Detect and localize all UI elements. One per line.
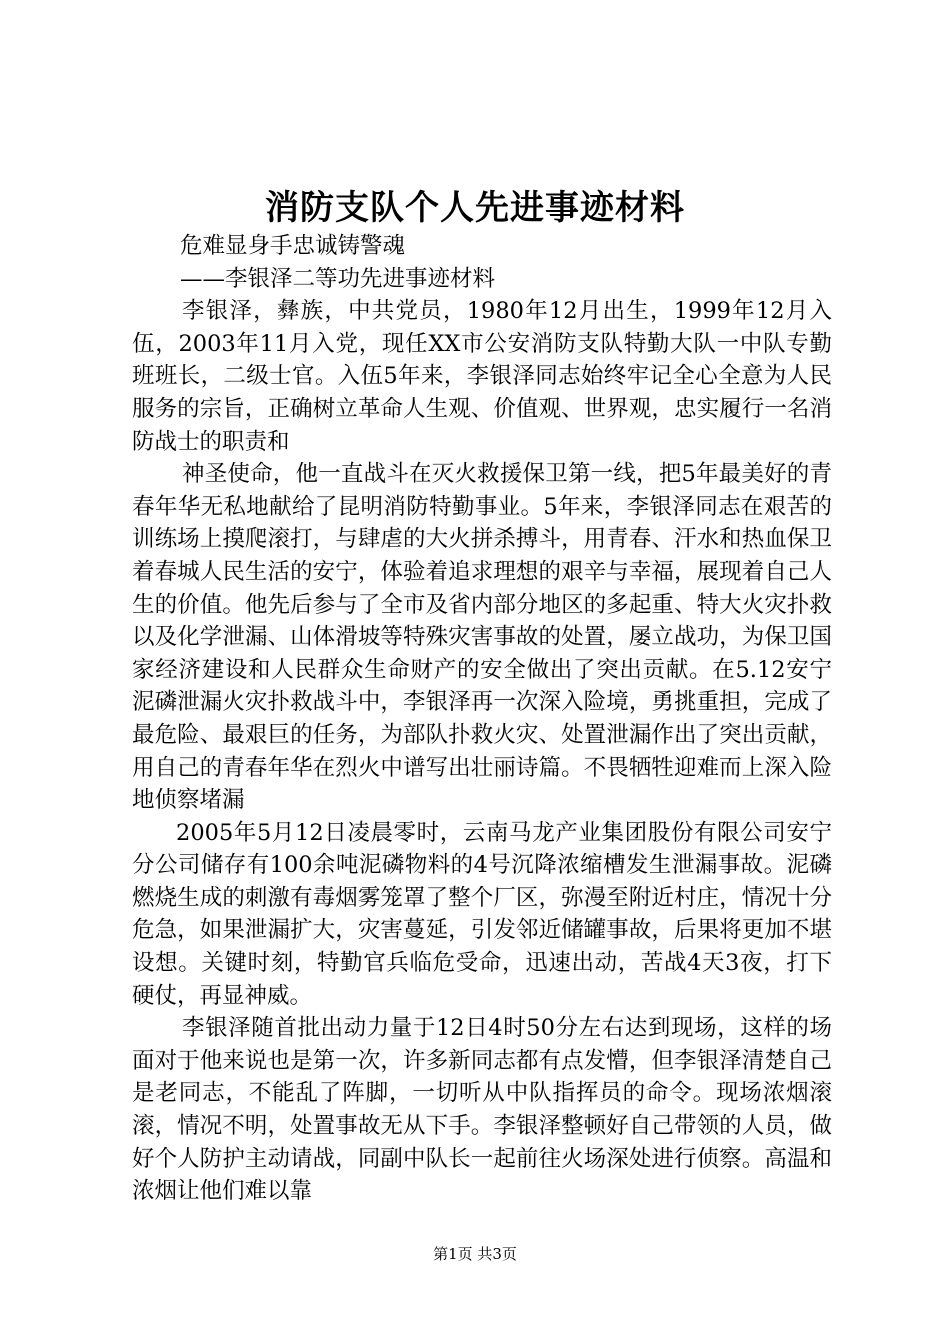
- paragraph-3: 2005年5月12日凌晨零时，云南马龙产业集团股份有限公司安宁分公司储存有100余吨泥磷物料的4号沉降浓缩槽发生泄漏事故。泥磷燃烧生成的刺激有毒烟雾笼罩了整个厂区，弥漫至附近村庄，情况十分危急，如果泄漏扩大，灾害蔓延，引发邻近储罐事故，后果将更加不堪设想。关键时刻，特勤官兵临危受命，迅速出动，苦战4天3夜，打下硬仗，再显神威。: [132, 819, 832, 1009]
- page-footer: 第1页 共3页: [433, 1245, 517, 1263]
- paragraph-1: 李银泽，彝族，中共党员，1980年12月出生，1999年12月入伍，2003年11月入党，现任XX市公安消防支队特勤大队一中队专勤班班长，二级士官。入伍5年来，李银泽同志始终牢记全心全意为人民服务的宗旨，正确树立革命人生观、价值观、世界观，忠实履行一名消防战士的职责和: [132, 298, 832, 455]
- document-body: [132, 230, 832, 1208]
- subtitle-line-2: ——李银泽二等功先进事迹材料: [180, 265, 496, 292]
- subtitle-line-1: 危难显身手忠诚铸警魂: [180, 233, 406, 259]
- document-title: 消防支队个人先进事迹材料: [265, 188, 685, 228]
- paragraph-2: 神圣使命，他一直战斗在灭火救援保卫第一线，把5年最美好的青春年华无私地献给了昆明消防特勤事业。5年来，李银泽同志在艰苦的训练场上摸爬滚打，与肆虐的大火拼杀搏斗，用青春、汗水和热血保卫着春城人民生活的安宁，体验着追求理想的艰辛与幸福，展现着自己人生的价值。他先后参与了全市及省内部分地区的多起重、特大火灾扑救以及化学泄漏、山体滑坡等特殊灾害事故的处置，屡立战功，为保卫国家经济建设和人民群众生命财产的安全做出了突出贡献。在5.12安宁泥磷泄漏火灾扑救战斗中，李银泽再一次深入险境，勇挑重担，完成了最危险、最艰巨的任务，为部队扑救火灾、处置泄漏作出了突出贡献，用自己的青春年华在烈火中谱写出壮丽诗篇。不畏牺牲迎难而上深入险地侦察堵漏: [132, 461, 832, 814]
- paragraph-4: 李银泽随首批出动力量于12日4时50分左右达到现场，这样的场面对于他来说也是第一次，许多新同志都有点发懵，但李银泽清楚自己是老同志，不能乱了阵脚，一切听从中队指挥员的命令。现场浓烟滚滚，情况不明，处置事故无从下手。李银泽整顿好自己带领的人员，做好个人防护主动请战，同副中队长一起前往火场深处进行侦察。高温和浓烟让他们难以靠: [132, 1015, 832, 1205]
